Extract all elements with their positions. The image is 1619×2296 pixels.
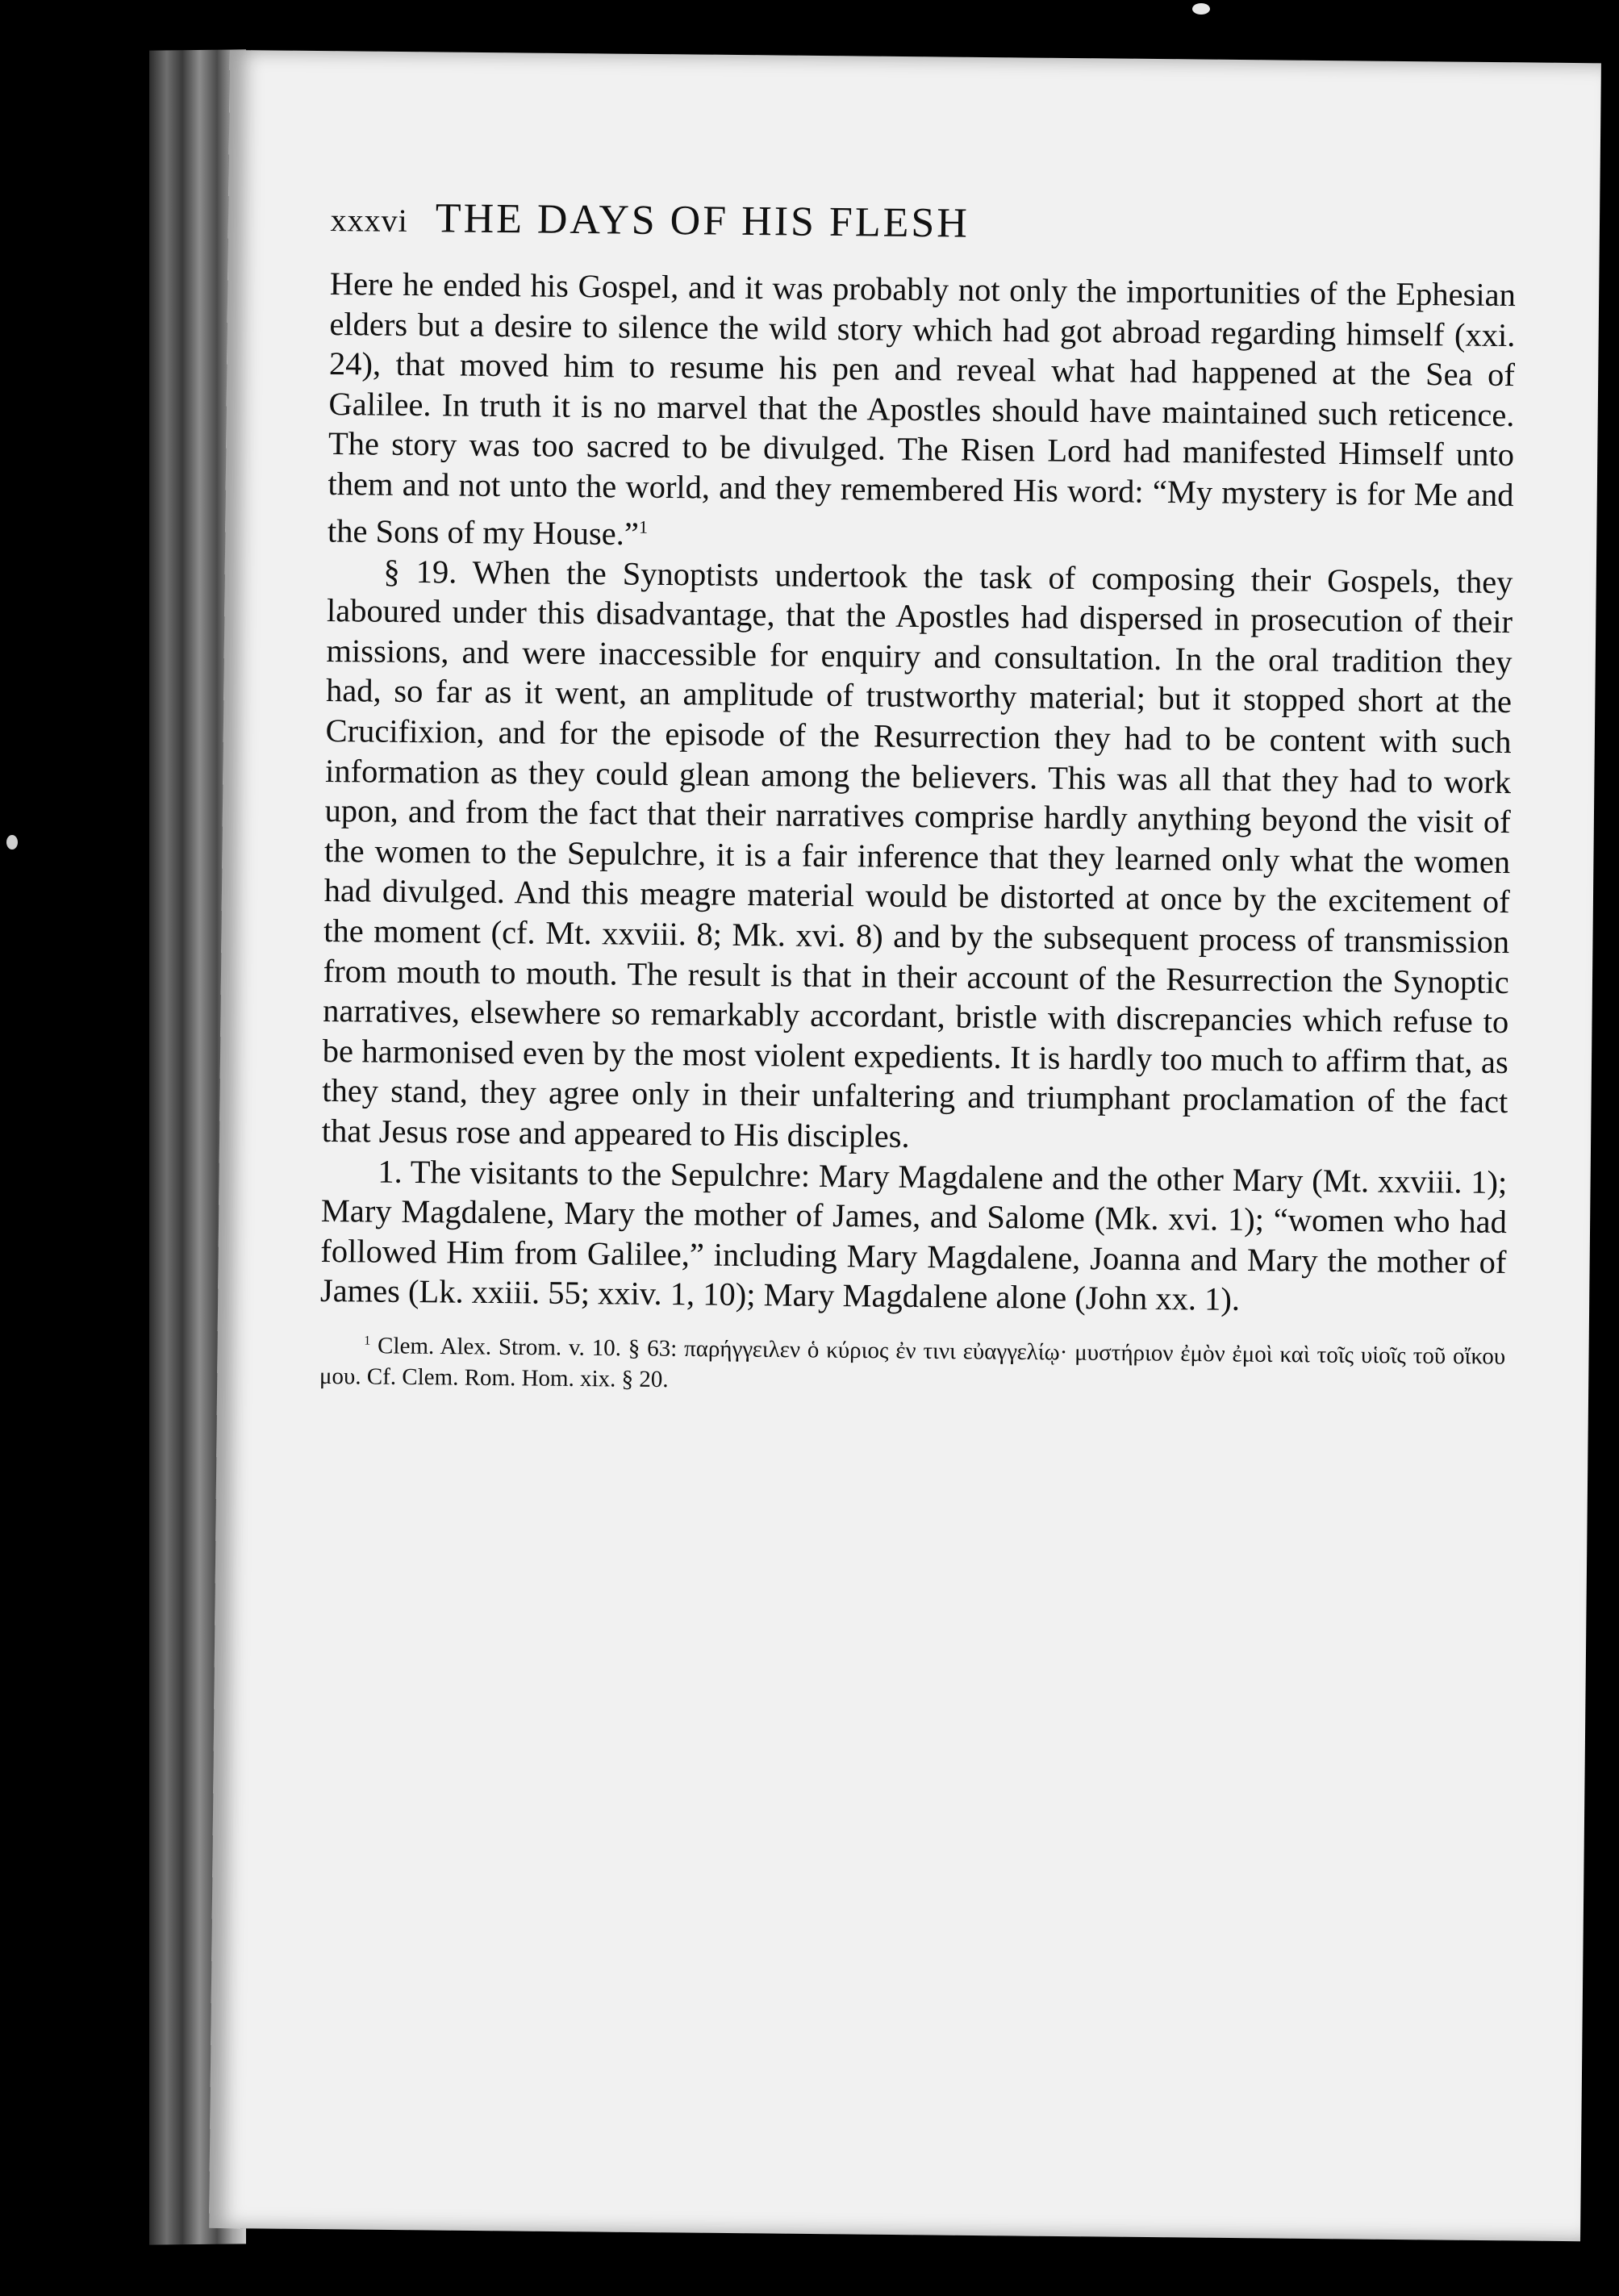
paragraph-text: Here he ended his Gospel, and it was probably not only the importunities of the Ephesian elders but a desire to silence the wild story which had got abroad regarding himself (xxi. 24), that moved him to resume his pen and reveal what had happened at the Sea of Galilee. In truth it is no marvel that the Apostles should have maintained such reticence. The story was too sacred to be divulged. The Risen Lord had manifested Himself unto them and not unto the world, and they remembered His word: “My mystery is for Me and the Sons of my House.”	[327, 265, 1517, 552]
scan-speck	[227, 24, 237, 34]
page-text-block	[319, 194, 1517, 1403]
footnote-text: Clem. Alex. Strom. v. 10. § 63: παρήγγειλεν ὁ κύριος ἐν τινι εὐαγγελίῳ· μυστήριον ἐμὸν ἐμοὶ καὶ τοῖς υἱοῖς τοῦ οἴκου μου. Cf. Clem. Rom. Hom. xix. § 20.	[319, 1333, 1506, 1392]
paragraph	[328, 264, 1516, 562]
body-text	[320, 264, 1516, 1322]
scan-speck	[1192, 3, 1210, 15]
running-title: THE DAYS OF HIS FLESH	[435, 195, 970, 247]
footnote-reference: 1	[638, 516, 649, 537]
footnote-marker: 1	[364, 1334, 371, 1348]
page-number: xxxvi	[330, 201, 409, 239]
paragraph: § 19. When the Synoptists undertook the task of composing their Gospels, they laboured under this disadvantage, that the Apostles had dispersed in prosecution of their missions, and were inaccessible for enquiry and consultation. In the oral tradition they had, so far as it went, an amplitude of trustworthy material; but it stopped short at the Crucifixion, and for the episode of the Resurrection they had to be content with such information as they could glean among the believers. This was all that they had to work upon, and from the fact that their narratives comprise hardly anything beyond the visit of the women to the Sepulchre, it is a fair inference that they learned only what the women had divulged. And this meagre material would be distorted at once by the excitement of the moment (cf. Mt. xxviii. 8; Mk. xvi. 8) and by the subsequent process of transmission from mouth to mouth. The result is that in their account of the Resurrection the Synoptic narratives, elsewhere so remarkably accordant, bristle with discrepancies which refuse to be harmonised even by the most violent expedients. It is hardly too much to affirm that, as they stand, they agree only in their unfaltering and triumphant proclamation of the fact that Jesus rose and appeared to His disciples.	[321, 553, 1513, 1154]
scan-speck	[6, 835, 18, 850]
paragraph: 1. The visitants to the Sepulchre: Mary Magdalene and the other Mary (Mt. xxviii. 1); Mary Magdalene, Mary the mother of James, and Salome (Mk. xvi. 1); “women who had followed Him from Galilee,” including Mary Magdalene, Joanna and Mary the mother of James (Lk. xxiii. 55; xxiv. 1, 10); Mary Magdalene alone (John xx. 1).	[319, 1153, 1508, 1318]
footnote	[319, 1325, 1506, 1403]
